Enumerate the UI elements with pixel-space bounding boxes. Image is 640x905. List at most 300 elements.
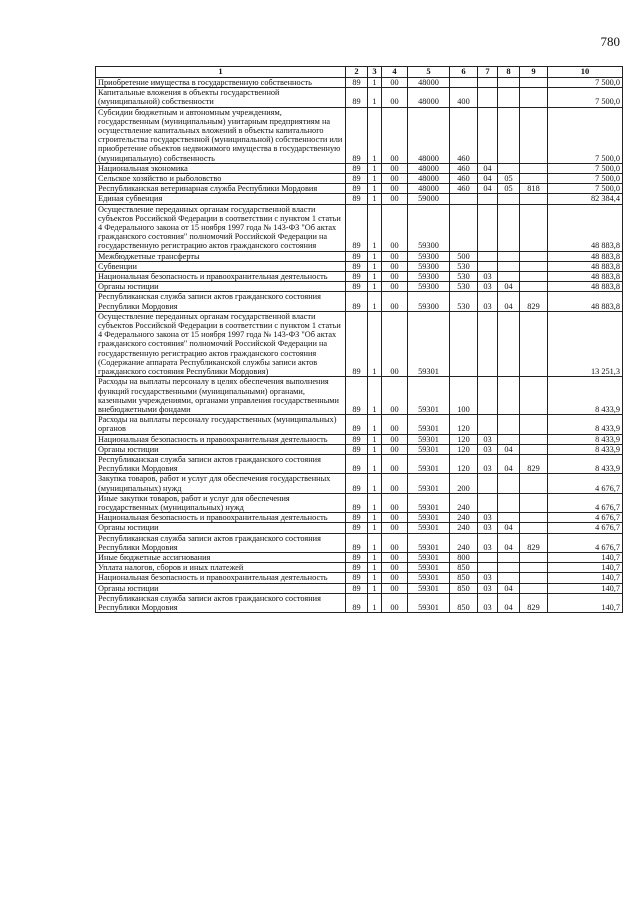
cell-target-article: 48000 bbox=[408, 184, 450, 194]
cell-section: 04 bbox=[478, 163, 498, 173]
cell-subsection bbox=[498, 107, 520, 163]
cell-amount: 8 433,9 bbox=[548, 444, 623, 454]
cell-code-1: 1 bbox=[368, 444, 382, 454]
cell-code-1: 1 bbox=[368, 282, 382, 292]
cell-item-name: Республиканская служба записи актов гражданского состояния Республики Мордовия bbox=[96, 292, 346, 311]
cell-expense-type: 850 bbox=[450, 593, 478, 612]
cell-agency-code bbox=[520, 311, 548, 376]
cell-section: 03 bbox=[478, 444, 498, 454]
cell-subsection bbox=[498, 204, 520, 251]
cell-target-article: 59300 bbox=[408, 292, 450, 311]
cell-target-article: 59300 bbox=[408, 251, 450, 261]
cell-expense-type: 850 bbox=[450, 563, 478, 573]
cell-item-name: Национальная безопасность и правоохранительная деятельность bbox=[96, 573, 346, 583]
cell-code-ministry: 89 bbox=[346, 415, 368, 434]
cell-target-article: 59300 bbox=[408, 272, 450, 282]
cell-item-name: Субвенции bbox=[96, 261, 346, 271]
cell-code-ministry: 89 bbox=[346, 261, 368, 271]
cell-target-article: 59301 bbox=[408, 552, 450, 562]
cell-section bbox=[478, 377, 498, 415]
cell-subsection bbox=[498, 88, 520, 107]
cell-section bbox=[478, 194, 498, 204]
cell-code-1: 1 bbox=[368, 78, 382, 88]
cell-agency-code bbox=[520, 282, 548, 292]
cell-expense-type: 120 bbox=[450, 415, 478, 434]
cell-agency-code: 829 bbox=[520, 292, 548, 311]
cell-agency-code bbox=[520, 434, 548, 444]
cell-target-article: 48000 bbox=[408, 163, 450, 173]
cell-code-ministry: 89 bbox=[346, 377, 368, 415]
table-row bbox=[96, 282, 623, 292]
cell-code-ministry: 89 bbox=[346, 552, 368, 562]
cell-item-name: Расходы на выплаты персоналу в целях обеспечения выполнения функций государственными (муниципальными) органами, казенными учреждениями, органами управления государственными внебюджетными фондами bbox=[96, 377, 346, 415]
cell-amount: 48 883,8 bbox=[548, 261, 623, 271]
cell-subsection: 04 bbox=[498, 444, 520, 454]
cell-target-article: 59300 bbox=[408, 261, 450, 271]
cell-section: 03 bbox=[478, 513, 498, 523]
cell-amount: 7 500,0 bbox=[548, 163, 623, 173]
cell-code-2: 00 bbox=[382, 513, 408, 523]
budget-table bbox=[95, 66, 623, 613]
cell-item-name: Субсидии бюджетным и автономным учреждениям, государственным (муниципальным) унитарным предприятиям на осуществление капитальных вложений в объекты капитального строительства государственной (муниципальной) собственности или приобретение объектов недвижимого имущества в государственную (муниципальную) собственность bbox=[96, 107, 346, 163]
cell-expense-type: 120 bbox=[450, 434, 478, 444]
cell-agency-code bbox=[520, 174, 548, 184]
cell-code-1: 1 bbox=[368, 434, 382, 444]
cell-agency-code bbox=[520, 474, 548, 493]
cell-amount: 48 883,8 bbox=[548, 292, 623, 311]
cell-subsection: 04 bbox=[498, 282, 520, 292]
cell-code-1: 1 bbox=[368, 573, 382, 583]
cell-subsection bbox=[498, 78, 520, 88]
cell-expense-type: 850 bbox=[450, 573, 478, 583]
cell-expense-type bbox=[450, 78, 478, 88]
cell-code-1: 1 bbox=[368, 88, 382, 107]
cell-agency-code: 829 bbox=[520, 454, 548, 473]
cell-item-name: Осуществление переданных органам государственной власти субъектов Российской Федерации в соответствии с пунктом 1 статьи 4 Федерального закона от 15 ноября 1997 года № 143-ФЗ "Об актах гражданского состояния" полномочий Российской Федерации на государственную регистрацию актов гражданского состояния bbox=[96, 204, 346, 251]
cell-code-1: 1 bbox=[368, 563, 382, 573]
cell-code-ministry: 89 bbox=[346, 493, 368, 512]
column-header: 7 bbox=[478, 67, 498, 78]
cell-code-2: 00 bbox=[382, 261, 408, 271]
cell-item-name: Национальная экономика bbox=[96, 163, 346, 173]
cell-agency-code bbox=[520, 78, 548, 88]
cell-amount: 48 883,8 bbox=[548, 204, 623, 251]
cell-amount: 140,7 bbox=[548, 573, 623, 583]
table-row bbox=[96, 434, 623, 444]
column-header: 2 bbox=[346, 67, 368, 78]
cell-section: 04 bbox=[478, 174, 498, 184]
cell-code-ministry: 89 bbox=[346, 184, 368, 194]
cell-code-2: 00 bbox=[382, 533, 408, 552]
cell-code-2: 00 bbox=[382, 454, 408, 473]
cell-code-1: 1 bbox=[368, 184, 382, 194]
cell-agency-code bbox=[520, 493, 548, 512]
cell-subsection: 05 bbox=[498, 174, 520, 184]
cell-subsection bbox=[498, 415, 520, 434]
cell-agency-code: 818 bbox=[520, 184, 548, 194]
cell-subsection bbox=[498, 194, 520, 204]
cell-code-2: 00 bbox=[382, 593, 408, 612]
cell-code-2: 00 bbox=[382, 282, 408, 292]
cell-subsection bbox=[498, 251, 520, 261]
table-row bbox=[96, 292, 623, 311]
cell-target-article: 48000 bbox=[408, 107, 450, 163]
cell-code-ministry: 89 bbox=[346, 272, 368, 282]
cell-expense-type: 850 bbox=[450, 583, 478, 593]
cell-target-article: 48000 bbox=[408, 78, 450, 88]
column-header: 5 bbox=[408, 67, 450, 78]
table-row bbox=[96, 194, 623, 204]
column-header: 3 bbox=[368, 67, 382, 78]
cell-code-2: 00 bbox=[382, 415, 408, 434]
table-row bbox=[96, 88, 623, 107]
cell-code-1: 1 bbox=[368, 272, 382, 282]
cell-section: 03 bbox=[478, 533, 498, 552]
cell-amount: 140,7 bbox=[548, 563, 623, 573]
cell-subsection: 05 bbox=[498, 184, 520, 194]
cell-code-2: 00 bbox=[382, 474, 408, 493]
cell-item-name: Уплата налогов, сборов и иных платежей bbox=[96, 563, 346, 573]
cell-code-2: 00 bbox=[382, 377, 408, 415]
cell-amount: 7 500,0 bbox=[548, 88, 623, 107]
cell-item-name: Национальная безопасность и правоохранительная деятельность bbox=[96, 272, 346, 282]
cell-amount: 8 433,9 bbox=[548, 434, 623, 444]
cell-code-2: 00 bbox=[382, 444, 408, 454]
cell-amount: 48 883,8 bbox=[548, 282, 623, 292]
cell-expense-type bbox=[450, 311, 478, 376]
cell-item-name: Республиканская служба записи актов гражданского состояния Республики Мордовия bbox=[96, 533, 346, 552]
cell-subsection bbox=[498, 261, 520, 271]
table-row bbox=[96, 174, 623, 184]
cell-amount: 7 500,0 bbox=[548, 174, 623, 184]
cell-subsection bbox=[498, 474, 520, 493]
cell-subsection bbox=[498, 163, 520, 173]
cell-code-ministry: 89 bbox=[346, 583, 368, 593]
cell-item-name: Иные закупки товаров, работ и услуг для обеспечения государственных (муниципальных) нужд bbox=[96, 493, 346, 512]
cell-code-2: 00 bbox=[382, 251, 408, 261]
cell-target-article: 59301 bbox=[408, 573, 450, 583]
cell-section: 04 bbox=[478, 184, 498, 194]
column-header: 4 bbox=[382, 67, 408, 78]
cell-code-2: 00 bbox=[382, 493, 408, 512]
cell-section bbox=[478, 107, 498, 163]
table-row bbox=[96, 272, 623, 282]
table-row bbox=[96, 493, 623, 512]
cell-agency-code: 829 bbox=[520, 533, 548, 552]
cell-code-1: 1 bbox=[368, 493, 382, 512]
column-header: 9 bbox=[520, 67, 548, 78]
cell-expense-type: 240 bbox=[450, 523, 478, 533]
cell-item-name: Закупка товаров, работ и услуг для обеспечения государственных (муниципальных) нужд bbox=[96, 474, 346, 493]
cell-target-article: 48000 bbox=[408, 88, 450, 107]
cell-expense-type: 120 bbox=[450, 444, 478, 454]
cell-expense-type: 500 bbox=[450, 251, 478, 261]
cell-item-name: Капитальные вложения в объекты государственной (муниципальной) собственности bbox=[96, 88, 346, 107]
cell-code-1: 1 bbox=[368, 107, 382, 163]
cell-target-article: 59301 bbox=[408, 593, 450, 612]
cell-amount: 7 500,0 bbox=[548, 107, 623, 163]
cell-amount: 7 500,0 bbox=[548, 184, 623, 194]
cell-code-2: 00 bbox=[382, 573, 408, 583]
table-row bbox=[96, 415, 623, 434]
cell-code-2: 00 bbox=[382, 78, 408, 88]
cell-code-1: 1 bbox=[368, 552, 382, 562]
cell-code-ministry: 89 bbox=[346, 311, 368, 376]
cell-amount: 4 676,7 bbox=[548, 533, 623, 552]
cell-agency-code bbox=[520, 107, 548, 163]
cell-amount: 140,7 bbox=[548, 583, 623, 593]
cell-target-article: 59301 bbox=[408, 583, 450, 593]
cell-code-ministry: 89 bbox=[346, 282, 368, 292]
cell-amount: 48 883,8 bbox=[548, 272, 623, 282]
cell-agency-code bbox=[520, 563, 548, 573]
cell-target-article: 59301 bbox=[408, 377, 450, 415]
cell-section: 03 bbox=[478, 583, 498, 593]
cell-expense-type: 460 bbox=[450, 163, 478, 173]
cell-item-name: Национальная безопасность и правоохранительная деятельность bbox=[96, 513, 346, 523]
table-row bbox=[96, 204, 623, 251]
cell-target-article: 59301 bbox=[408, 563, 450, 573]
table-row bbox=[96, 583, 623, 593]
cell-amount: 8 433,9 bbox=[548, 454, 623, 473]
cell-code-2: 00 bbox=[382, 194, 408, 204]
table-row bbox=[96, 78, 623, 88]
cell-subsection bbox=[498, 563, 520, 573]
table-row bbox=[96, 444, 623, 454]
cell-section bbox=[478, 474, 498, 493]
cell-item-name: Приобретение имущества в государственную собственность bbox=[96, 78, 346, 88]
column-header: 6 bbox=[450, 67, 478, 78]
cell-section bbox=[478, 251, 498, 261]
table-row bbox=[96, 163, 623, 173]
cell-subsection bbox=[498, 272, 520, 282]
cell-item-name: Органы юстиции bbox=[96, 583, 346, 593]
cell-target-article: 59301 bbox=[408, 523, 450, 533]
cell-code-ministry: 89 bbox=[346, 194, 368, 204]
cell-section: 03 bbox=[478, 593, 498, 612]
table-row bbox=[96, 261, 623, 271]
cell-code-1: 1 bbox=[368, 204, 382, 251]
cell-item-name: Межбюджетные трансферты bbox=[96, 251, 346, 261]
cell-item-name: Органы юстиции bbox=[96, 523, 346, 533]
cell-expense-type: 800 bbox=[450, 552, 478, 562]
cell-expense-type: 240 bbox=[450, 493, 478, 512]
cell-agency-code bbox=[520, 272, 548, 282]
cell-code-2: 00 bbox=[382, 292, 408, 311]
cell-subsection bbox=[498, 493, 520, 512]
cell-target-article: 59301 bbox=[408, 533, 450, 552]
cell-amount: 7 500,0 bbox=[548, 78, 623, 88]
cell-item-name: Органы юстиции bbox=[96, 282, 346, 292]
cell-agency-code bbox=[520, 261, 548, 271]
cell-section: 03 bbox=[478, 282, 498, 292]
cell-section bbox=[478, 311, 498, 376]
cell-item-name: Расходы на выплаты персоналу государственных (муниципальных) органов bbox=[96, 415, 346, 434]
cell-code-ministry: 89 bbox=[346, 204, 368, 251]
cell-amount: 4 676,7 bbox=[548, 493, 623, 512]
cell-code-2: 00 bbox=[382, 163, 408, 173]
cell-target-article: 59301 bbox=[408, 474, 450, 493]
cell-code-2: 00 bbox=[382, 174, 408, 184]
cell-agency-code bbox=[520, 415, 548, 434]
cell-code-2: 00 bbox=[382, 184, 408, 194]
cell-code-2: 00 bbox=[382, 552, 408, 562]
cell-section bbox=[478, 415, 498, 434]
cell-code-1: 1 bbox=[368, 311, 382, 376]
cell-target-article: 59000 bbox=[408, 194, 450, 204]
cell-subsection: 04 bbox=[498, 523, 520, 533]
table-row bbox=[96, 552, 623, 562]
cell-amount: 140,7 bbox=[548, 593, 623, 612]
table-row bbox=[96, 311, 623, 376]
cell-section bbox=[478, 204, 498, 251]
cell-expense-type: 400 bbox=[450, 88, 478, 107]
cell-code-2: 00 bbox=[382, 523, 408, 533]
cell-code-1: 1 bbox=[368, 454, 382, 473]
cell-agency-code bbox=[520, 523, 548, 533]
cell-amount: 8 433,9 bbox=[548, 377, 623, 415]
cell-code-ministry: 89 bbox=[346, 163, 368, 173]
cell-item-name: Сельское хозяйство и рыболовство bbox=[96, 174, 346, 184]
cell-agency-code bbox=[520, 194, 548, 204]
cell-code-ministry: 89 bbox=[346, 78, 368, 88]
cell-amount: 4 676,7 bbox=[548, 474, 623, 493]
cell-code-ministry: 89 bbox=[346, 107, 368, 163]
cell-section: 03 bbox=[478, 523, 498, 533]
table-row bbox=[96, 563, 623, 573]
cell-code-2: 00 bbox=[382, 563, 408, 573]
cell-subsection: 04 bbox=[498, 454, 520, 473]
cell-code-ministry: 89 bbox=[346, 523, 368, 533]
cell-expense-type: 530 bbox=[450, 292, 478, 311]
cell-section: 03 bbox=[478, 434, 498, 444]
cell-agency-code bbox=[520, 513, 548, 523]
cell-code-ministry: 89 bbox=[346, 454, 368, 473]
cell-code-1: 1 bbox=[368, 583, 382, 593]
cell-agency-code bbox=[520, 88, 548, 107]
cell-code-1: 1 bbox=[368, 474, 382, 493]
cell-subsection bbox=[498, 311, 520, 376]
cell-target-article: 59301 bbox=[408, 444, 450, 454]
cell-expense-type: 200 bbox=[450, 474, 478, 493]
cell-item-name: Осуществление переданных органам государственной власти субъектов Российской Федерации в соответствии с пунктом 1 статьи 4 Федерального закона от 15 ноября 1997 года № 143-ФЗ "Об актах гражданского состояния" полномочий Российской Федерации на государственную регистрацию актов гражданского состояния (Содержание аппарата Республиканской службы записи актов гражданского состояния Республики Мордовия) bbox=[96, 311, 346, 376]
cell-section bbox=[478, 88, 498, 107]
table-row bbox=[96, 377, 623, 415]
cell-target-article: 59301 bbox=[408, 434, 450, 444]
cell-item-name: Национальная безопасность и правоохранительная деятельность bbox=[96, 434, 346, 444]
table-row bbox=[96, 107, 623, 163]
cell-code-ministry: 89 bbox=[346, 474, 368, 493]
cell-code-ministry: 89 bbox=[346, 292, 368, 311]
page-number: 780 bbox=[600, 34, 620, 49]
cell-code-1: 1 bbox=[368, 174, 382, 184]
cell-agency-code bbox=[520, 444, 548, 454]
table-row bbox=[96, 184, 623, 194]
cell-code-1: 1 bbox=[368, 513, 382, 523]
cell-section bbox=[478, 563, 498, 573]
cell-agency-code bbox=[520, 377, 548, 415]
cell-expense-type bbox=[450, 194, 478, 204]
cell-amount: 13 251,3 bbox=[548, 311, 623, 376]
cell-subsection bbox=[498, 377, 520, 415]
column-header: 1 bbox=[96, 67, 346, 78]
cell-code-ministry: 89 bbox=[346, 251, 368, 261]
cell-code-ministry: 89 bbox=[346, 513, 368, 523]
cell-expense-type: 240 bbox=[450, 513, 478, 523]
cell-expense-type: 460 bbox=[450, 107, 478, 163]
cell-code-ministry: 89 bbox=[346, 434, 368, 444]
cell-section bbox=[478, 78, 498, 88]
cell-code-1: 1 bbox=[368, 194, 382, 204]
table-header-row bbox=[96, 67, 623, 78]
cell-agency-code bbox=[520, 552, 548, 562]
cell-target-article: 59301 bbox=[408, 311, 450, 376]
cell-subsection bbox=[498, 573, 520, 583]
cell-code-2: 00 bbox=[382, 272, 408, 282]
cell-amount: 4 676,7 bbox=[548, 513, 623, 523]
cell-code-1: 1 bbox=[368, 377, 382, 415]
cell-code-1: 1 bbox=[368, 593, 382, 612]
cell-expense-type: 100 bbox=[450, 377, 478, 415]
cell-target-article: 59301 bbox=[408, 493, 450, 512]
cell-agency-code: 829 bbox=[520, 593, 548, 612]
cell-subsection bbox=[498, 552, 520, 562]
cell-section: 03 bbox=[478, 292, 498, 311]
cell-code-ministry: 89 bbox=[346, 533, 368, 552]
cell-item-name: Республиканская служба записи актов гражданского состояния Республики Мордовия bbox=[96, 593, 346, 612]
cell-item-name: Иные бюджетные ассигнования bbox=[96, 552, 346, 562]
cell-amount: 140,7 bbox=[548, 552, 623, 562]
cell-item-name: Органы юстиции bbox=[96, 444, 346, 454]
cell-agency-code bbox=[520, 204, 548, 251]
table-row bbox=[96, 454, 623, 473]
cell-code-1: 1 bbox=[368, 533, 382, 552]
cell-code-ministry: 89 bbox=[346, 573, 368, 583]
cell-expense-type: 530 bbox=[450, 282, 478, 292]
cell-target-article: 48000 bbox=[408, 174, 450, 184]
cell-amount: 8 433,9 bbox=[548, 415, 623, 434]
cell-agency-code bbox=[520, 251, 548, 261]
cell-subsection: 04 bbox=[498, 583, 520, 593]
cell-amount: 48 883,8 bbox=[548, 251, 623, 261]
cell-code-2: 00 bbox=[382, 311, 408, 376]
cell-target-article: 59301 bbox=[408, 415, 450, 434]
cell-item-name: Республиканская служба записи актов гражданского состояния Республики Мордовия bbox=[96, 454, 346, 473]
cell-section: 03 bbox=[478, 454, 498, 473]
cell-expense-type bbox=[450, 204, 478, 251]
cell-code-2: 00 bbox=[382, 204, 408, 251]
cell-code-ministry: 89 bbox=[346, 593, 368, 612]
cell-subsection: 04 bbox=[498, 292, 520, 311]
cell-code-1: 1 bbox=[368, 251, 382, 261]
cell-code-1: 1 bbox=[368, 415, 382, 434]
table-row bbox=[96, 573, 623, 583]
cell-section bbox=[478, 493, 498, 512]
cell-expense-type: 530 bbox=[450, 272, 478, 282]
cell-agency-code bbox=[520, 583, 548, 593]
cell-expense-type: 460 bbox=[450, 174, 478, 184]
cell-agency-code bbox=[520, 573, 548, 583]
cell-section bbox=[478, 261, 498, 271]
cell-expense-type: 460 bbox=[450, 184, 478, 194]
cell-target-article: 59300 bbox=[408, 204, 450, 251]
cell-section bbox=[478, 552, 498, 562]
column-header: 10 bbox=[548, 67, 623, 78]
cell-target-article: 59300 bbox=[408, 282, 450, 292]
table-row bbox=[96, 593, 623, 612]
cell-code-ministry: 89 bbox=[346, 563, 368, 573]
table-row bbox=[96, 533, 623, 552]
